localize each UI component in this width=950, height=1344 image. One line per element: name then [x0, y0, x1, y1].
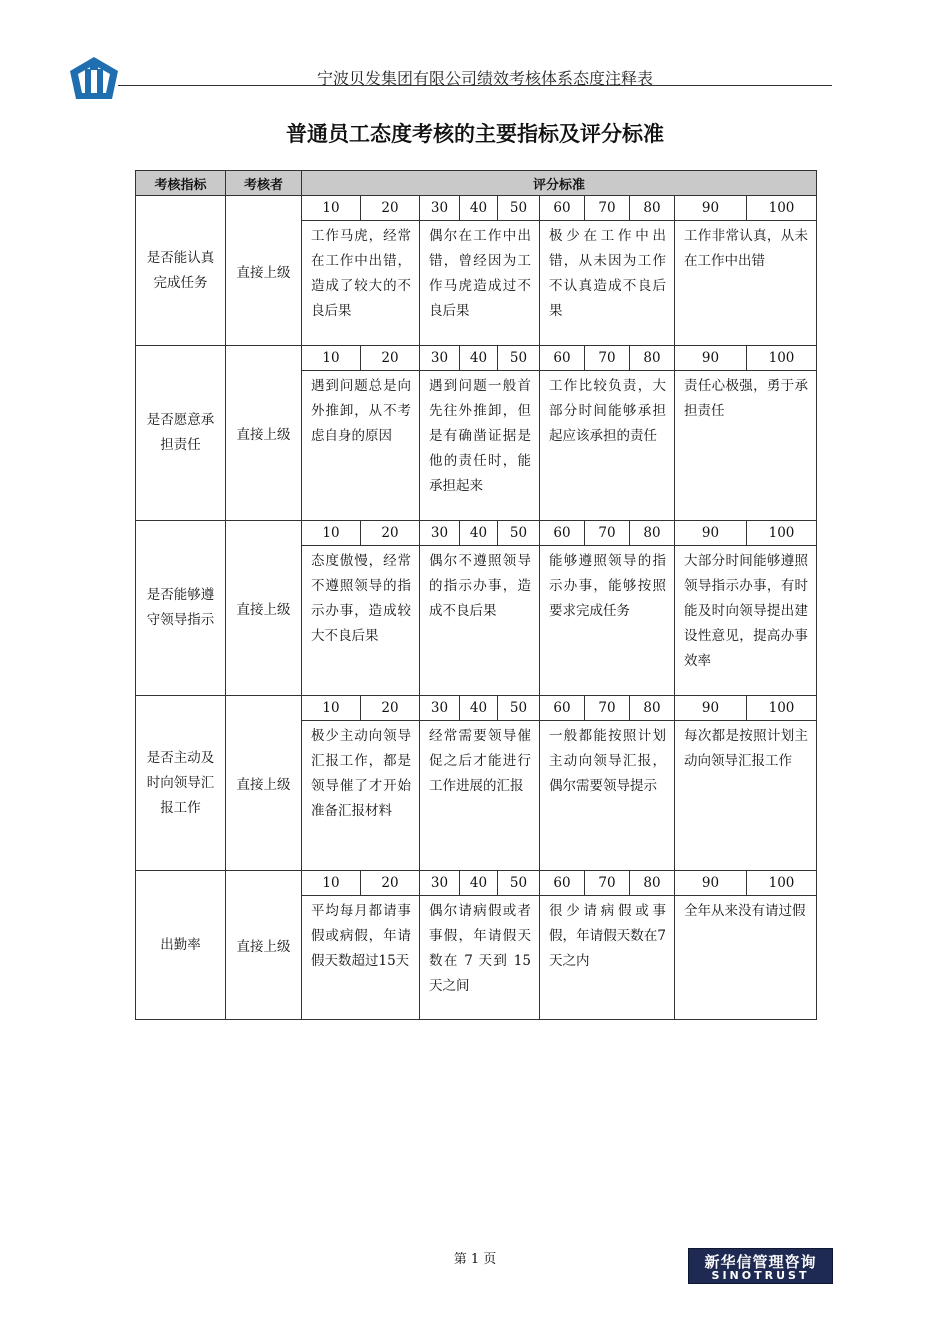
grade-description: 偶尔在工作中出错，曾经因为工作马虎造成过不良后果 — [420, 221, 540, 346]
grade-description: 极少在工作中出错，从未因为工作不认真造成不良后果 — [540, 221, 675, 346]
score-row — [136, 346, 817, 371]
score-row — [136, 196, 817, 221]
score-cell: 40 — [460, 196, 498, 221]
score-cell: 80 — [630, 696, 675, 721]
score-cell: 30 — [420, 871, 460, 896]
header-divider — [118, 85, 832, 86]
score-cell: 30 — [420, 696, 460, 721]
col-header-indicator: 考核指标 — [136, 171, 226, 196]
score-cell: 90 — [675, 871, 747, 896]
score-cell: 30 — [420, 346, 460, 371]
score-cell: 20 — [361, 346, 420, 371]
score-cell: 100 — [747, 871, 817, 896]
score-row — [136, 871, 817, 896]
col-header-evaluator: 考核者 — [226, 171, 302, 196]
indicator-cell: 是否能认真完成任务 — [136, 196, 226, 346]
score-cell: 40 — [460, 521, 498, 546]
score-cell: 30 — [420, 196, 460, 221]
score-cell: 20 — [361, 521, 420, 546]
col-header-criteria: 评分标准 — [302, 171, 817, 196]
grade-description: 经常需要领导催促之后才能进行工作进展的汇报 — [420, 721, 540, 871]
grade-description: 很少请病假或事假，年请假天数在7天之内 — [540, 896, 675, 1020]
score-cell: 40 — [460, 346, 498, 371]
score-cell: 80 — [630, 871, 675, 896]
score-cell: 30 — [420, 521, 460, 546]
grade-description: 大部分时间能够遵照领导指示办事，有时能及时向领导提出建设性意见，提高办事效率 — [675, 546, 817, 696]
page-number: 第 1 页 — [453, 1252, 497, 1267]
indicator-cell: 是否愿意承担责任 — [136, 346, 226, 521]
score-cell: 60 — [540, 521, 585, 546]
sinotrust-badge — [688, 1248, 833, 1284]
table-header-row — [136, 171, 817, 196]
evaluator-cell: 直接上级 — [226, 871, 302, 1020]
grade-description: 一般都能按照计划主动向领导汇报，偶尔需要领导提示 — [540, 721, 675, 871]
score-cell: 90 — [675, 696, 747, 721]
score-cell: 20 — [361, 696, 420, 721]
score-cell: 40 — [460, 696, 498, 721]
grade-description: 遇到问题一般首先往外推卸，但是有确凿证据是他的责任时，能承担起来 — [420, 371, 540, 521]
grade-description: 态度傲慢，经常不遵照领导的指示办事，造成较大不良后果 — [302, 546, 420, 696]
evaluator-cell: 直接上级 — [226, 521, 302, 696]
score-row — [136, 521, 817, 546]
company-logo — [68, 55, 120, 101]
header-title: 宁波贝发集团有限公司绩效考核体系态度注释表 — [316, 69, 653, 88]
evaluator-cell: 直接上级 — [226, 346, 302, 521]
score-cell: 80 — [630, 196, 675, 221]
score-cell: 100 — [747, 521, 817, 546]
grade-description: 工作比较负责，大部分时间能够承担起应该承担的责任 — [540, 371, 675, 521]
score-cell: 20 — [361, 871, 420, 896]
grade-description: 偶尔请病假或者事假，年请假天数在 7 天到 15 天之间 — [420, 896, 540, 1020]
score-cell: 90 — [675, 521, 747, 546]
grade-description: 责任心极强，勇于承担责任 — [675, 371, 817, 521]
score-cell: 70 — [585, 346, 630, 371]
evaluator-cell: 直接上级 — [226, 696, 302, 871]
document-title: 普通员工态度考核的主要指标及评分标准 — [286, 122, 664, 146]
score-cell: 10 — [302, 196, 361, 221]
grade-description: 全年从来没有请过假 — [675, 896, 817, 1020]
grade-description: 能够遵照领导的指示办事，能够按照要求完成任务 — [540, 546, 675, 696]
grade-description: 遇到问题总是向外推卸，从不考虑自身的原因 — [302, 371, 420, 521]
grade-description: 工作非常认真，从未在工作中出错 — [675, 221, 817, 346]
score-cell: 20 — [361, 196, 420, 221]
score-cell: 60 — [540, 871, 585, 896]
score-cell: 80 — [630, 521, 675, 546]
score-row — [136, 696, 817, 721]
indicator-cell: 出勤率 — [136, 871, 226, 1020]
score-cell: 70 — [585, 696, 630, 721]
score-cell: 70 — [585, 871, 630, 896]
evaluator-cell: 直接上级 — [226, 196, 302, 346]
indicator-cell: 是否能够遵守领导指示 — [136, 521, 226, 696]
brand-en: SINOTRUST — [711, 1269, 810, 1282]
score-cell: 10 — [302, 696, 361, 721]
grade-description: 平均每月都请事假或病假，年请假天数超过15天 — [302, 896, 420, 1020]
score-cell: 10 — [302, 871, 361, 896]
score-cell: 80 — [630, 346, 675, 371]
score-cell: 100 — [747, 696, 817, 721]
score-cell: 50 — [498, 196, 540, 221]
grade-description: 每次都是按照计划主动向领导汇报工作 — [675, 721, 817, 871]
score-cell: 100 — [747, 196, 817, 221]
score-cell: 90 — [675, 346, 747, 371]
score-cell: 10 — [302, 521, 361, 546]
score-cell: 60 — [540, 346, 585, 371]
score-cell: 10 — [302, 346, 361, 371]
score-cell: 50 — [498, 696, 540, 721]
score-cell: 70 — [585, 521, 630, 546]
score-cell: 60 — [540, 696, 585, 721]
grade-description: 工作马虎，经常在工作中出错，造成了较大的不良后果 — [302, 221, 420, 346]
grade-description: 偶尔不遵照领导的指示办事，造成不良后果 — [420, 546, 540, 696]
score-cell: 70 — [585, 196, 630, 221]
score-cell: 50 — [498, 521, 540, 546]
score-cell: 100 — [747, 346, 817, 371]
score-cell: 60 — [540, 196, 585, 221]
score-cell: 50 — [498, 346, 540, 371]
evaluation-table — [135, 170, 817, 1020]
score-cell: 50 — [498, 871, 540, 896]
indicator-cell: 是否主动及时向领导汇报工作 — [136, 696, 226, 871]
brand-cn: 新华信管理咨询 — [704, 1253, 817, 1271]
score-cell: 90 — [675, 196, 747, 221]
score-cell: 40 — [460, 871, 498, 896]
grade-description: 极少主动向领导汇报工作，都是领导催了才开始准备汇报材料 — [302, 721, 420, 871]
